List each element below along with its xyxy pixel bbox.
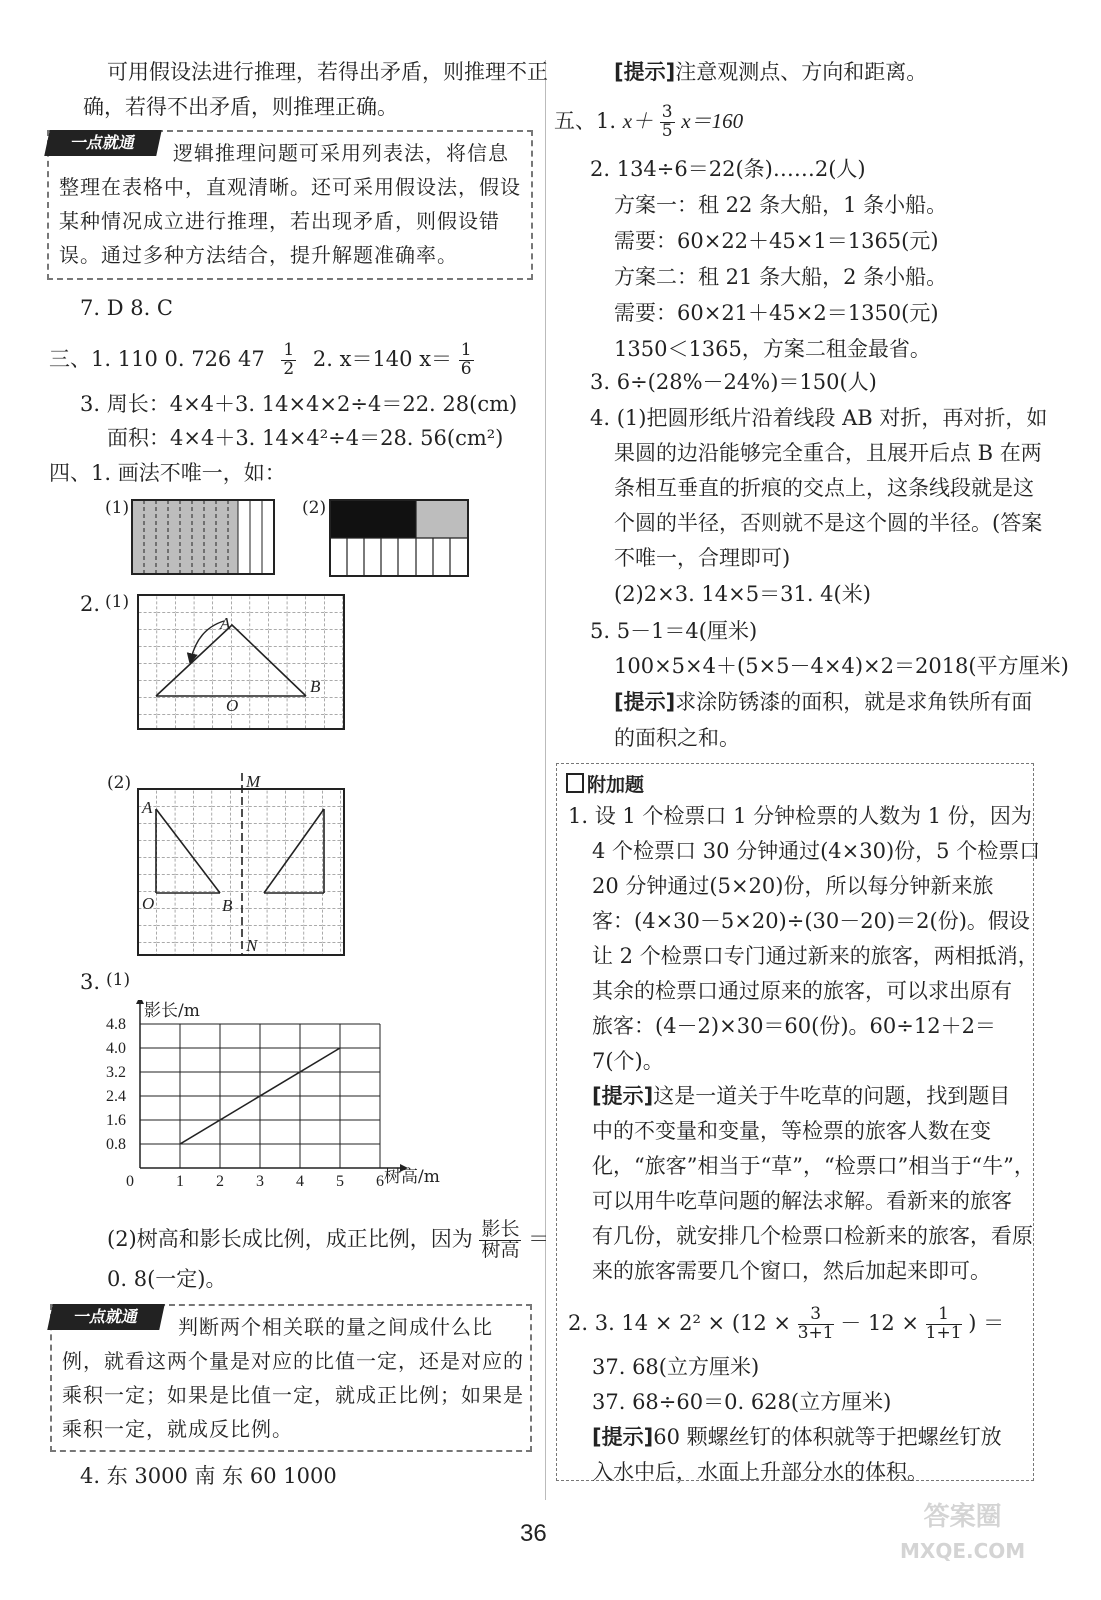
q5-2-line: 1350＜1365，方案二租金最省。 bbox=[614, 337, 931, 361]
point-b-label: B bbox=[222, 896, 233, 915]
question-4-2: 2. bbox=[80, 592, 101, 616]
intro-line-2: 确，若得不出矛盾，则推理正确。 bbox=[83, 95, 398, 119]
bonus-hint-line: 来的旅客需要几个窗口，然后加起来即可。 bbox=[592, 1259, 991, 1283]
bonus-q2-line: 37. 68(立方厘米) bbox=[592, 1355, 760, 1379]
tip-line: 例，就看这两个量是对应的比值一定，还是对应的 bbox=[62, 1349, 524, 1373]
answer-4-4: 4. 东 3000 南 东 60 1000 bbox=[80, 1464, 337, 1488]
shaded-rectangle-2 bbox=[328, 498, 470, 578]
tip-line: 误。通过多种方法结合，提升解题准确率。 bbox=[59, 243, 458, 267]
answer-3-area: 面积：4×4＋3. 14×4²÷4＝28. 56(cm²) bbox=[107, 426, 504, 450]
y-tick-label: 2.4 bbox=[106, 1088, 126, 1105]
tip-line: 判断两个相关联的量之间成什么比 bbox=[178, 1315, 493, 1339]
x-tick-label: 1 bbox=[176, 1173, 184, 1190]
q5-2-line: 需要：60×22＋45×1＝1365(元) bbox=[614, 229, 939, 253]
bonus-hint-line: 中的不变量和变量，等检票的旅客人数在变 bbox=[592, 1119, 991, 1143]
q5-3: 3. 6÷(28%－24%)＝150(人) bbox=[590, 370, 877, 394]
bonus-q2-formula: 2. 3. 14 × 2² × (12 × $\frac{3}{3+1}$ － 12 × $\frac{1}{1+1}$ ) ＝ bbox=[568, 1304, 1005, 1343]
tip-badge: 一点就通 bbox=[47, 1304, 165, 1330]
bonus-hint-line: 有几份，就安排几个检票口检新来的旅客，看原 bbox=[592, 1224, 1033, 1248]
fig-label: (1) bbox=[105, 592, 130, 612]
q5-2-line: 方案二：租 21 条大船，2 条小船。 bbox=[614, 265, 948, 289]
point-a-label: A bbox=[220, 614, 231, 633]
y-tick-label: 0.8 bbox=[106, 1136, 126, 1153]
shadow-chart bbox=[100, 1000, 480, 1196]
q5-4-line: (2)2×3. 14×5＝31. 4(米) bbox=[614, 582, 871, 606]
fraction-sixth: $\frac{1}{6}$ bbox=[460, 340, 472, 379]
bonus-q2-line: 37. 68÷60＝0. 628(立方厘米) bbox=[592, 1390, 892, 1414]
q5-4-line: 个圆的半径，否则就不是这个圆的半径。(答案 bbox=[614, 511, 1043, 535]
y-tick-label: 3.2 bbox=[106, 1064, 126, 1081]
x-tick-label: 4 bbox=[296, 1173, 304, 1190]
fraction-1-over-2: $\frac{1}{1+1}$ bbox=[925, 1304, 962, 1343]
q5-4-line: 果圆的边沿能够完全重合，且展开后点 B 在两 bbox=[614, 441, 1042, 465]
q5-4-line: 不唯一，合理即可) bbox=[614, 546, 791, 570]
point-b-label: B bbox=[310, 677, 321, 696]
conclusion-text: (2)树高和影长成比例，成正比例，因为 bbox=[107, 1226, 473, 1251]
page-number: 36 bbox=[520, 1520, 547, 1547]
x-tick-label: 2 bbox=[216, 1173, 224, 1190]
y-tick-label: 4.0 bbox=[106, 1040, 126, 1057]
bonus-hint-line: 入水中后，水面上升部分水的体积。 bbox=[592, 1460, 928, 1484]
bonus-q1-line: 4 个检票口 30 分钟通过(4×30)份，5 个检票口 bbox=[592, 839, 1041, 863]
conclusion-line-1 bbox=[107, 1220, 549, 1261]
x-tick-label: 6 bbox=[376, 1173, 384, 1190]
point-a-label: A bbox=[142, 798, 153, 817]
tip-box-2 bbox=[50, 1304, 532, 1452]
hint-0: [提示]注意观测点、方向和距离。 bbox=[614, 60, 928, 84]
section-3-label bbox=[49, 342, 474, 379]
bonus-hint-2: [提示]60 颗螺丝钉的体积就等于把螺丝钉放 bbox=[592, 1425, 1002, 1449]
fig-label: (1) bbox=[105, 498, 130, 518]
fig-label: (2) bbox=[107, 773, 132, 793]
answer-3-perimeter: 3. 周长：4×4＋3. 14×4×2÷4＝22. 28(cm) bbox=[80, 392, 518, 416]
fig-label: (2) bbox=[302, 498, 327, 518]
bonus-q1-line: 客：(4×30－5×20)÷(30－20)＝2(份)。假设 bbox=[592, 909, 1030, 933]
fig-label: (1) bbox=[106, 970, 131, 990]
equals-sign: ＝ bbox=[528, 1226, 550, 1251]
tip-line: 乘积一定，就成反比例。 bbox=[62, 1417, 293, 1441]
x-tick-label: 5 bbox=[336, 1173, 344, 1190]
tip-line: 乘积一定；如果是比值一定，就成正比例；如果是 bbox=[62, 1383, 524, 1407]
section-3-number: 三、1. bbox=[49, 346, 112, 371]
bonus-q1-line: 7(个)。 bbox=[592, 1049, 664, 1073]
bonus-q1-line: 其余的检票口通过原来的旅客，可以求出原有 bbox=[592, 979, 1012, 1003]
bonus-q1-line: 让 2 个检票口专门通过新来的旅客，两相抵消， bbox=[592, 944, 1039, 968]
ratio-fraction: $\frac{\text{影长}}{\text{树高}}$ bbox=[481, 1218, 520, 1261]
fraction-half: $\frac{1}{2}$ bbox=[283, 340, 295, 379]
question-4-3: 3. bbox=[80, 970, 101, 994]
intro-line-1: 可用假设法进行推理，若得出矛盾，则推理不正 bbox=[107, 60, 548, 84]
conclusion-line-2: 0. 8(一定)。 bbox=[107, 1267, 227, 1291]
watermark-logo: 答案圈 MXQE.COM bbox=[900, 1502, 1026, 1563]
bonus-title: 附加题 bbox=[566, 770, 644, 797]
y-axis-arrow bbox=[136, 1000, 144, 1004]
hint-5-cont: 的面积之和。 bbox=[614, 726, 740, 750]
y-tick-label: 4.8 bbox=[106, 1016, 126, 1033]
column-divider bbox=[545, 60, 546, 1500]
section-5-q1: 五、1. x＋ $\frac{3}{5}$ x＝160 bbox=[554, 102, 744, 141]
fraction-three-fifths: $\frac{3}{5}$ bbox=[661, 102, 673, 141]
bonus-hint-line: 化，“旅客”相当于“草”，“检票口”相当于“牛”， bbox=[592, 1154, 1035, 1178]
tip-line: 逻辑推理问题可采用列表法，将信息 bbox=[173, 141, 509, 165]
rotation-grid bbox=[136, 593, 346, 731]
q5-2-line: 方案一：租 22 条大船，1 条小船。 bbox=[614, 193, 948, 217]
q5-4-line: 条相互垂直的折痕的交点上，这条线段就是这 bbox=[614, 476, 1034, 500]
section-4-label: 四、1. 画法不唯一，如： bbox=[49, 461, 286, 485]
reflection-grid bbox=[130, 771, 350, 957]
answers-2: 2. x＝140 x＝ bbox=[312, 346, 453, 371]
point-o-label: O bbox=[142, 894, 155, 913]
q5-2-line: 需要：60×21＋45×2＝1350(元) bbox=[614, 301, 939, 325]
bonus-q1-line: 20 分钟通过(5×20)份，所以每分钟新来旅 bbox=[592, 874, 994, 898]
axis-m-label: M bbox=[246, 772, 261, 791]
tip-line: 整理在表格中，直观清晰。还可采用假设法，假设 bbox=[59, 175, 521, 199]
q5-2-line: 2. 134÷6＝22(条)……2(人) bbox=[590, 157, 866, 181]
y-tick-label: 1.6 bbox=[106, 1112, 126, 1129]
x-tick-label: 0 bbox=[126, 1173, 134, 1190]
answer-7-8: 7. D 8. C bbox=[80, 296, 174, 320]
tip-box-1 bbox=[47, 130, 533, 280]
bonus-hint-1: [提示]这是一道关于牛吃草的问题，找到题目 bbox=[592, 1084, 1011, 1108]
bonus-icon bbox=[566, 773, 584, 793]
y-axis-label: 影长/m bbox=[144, 1001, 200, 1021]
point-o-label: O bbox=[226, 696, 239, 715]
shaded-rectangle-1 bbox=[130, 498, 276, 576]
answers-1: 110 0. 726 47 bbox=[117, 346, 265, 371]
bonus-q1-line: 旅客：(4－2)×30＝60(份)。60÷12＋2＝ bbox=[592, 1014, 996, 1038]
bonus-q1-line: 1. 设 1 个检票口 1 分钟检票的人数为 1 份，因为 bbox=[568, 804, 1032, 828]
hint-5: [提示]求涂防锈漆的面积，就是求角铁所有面 bbox=[614, 690, 1033, 714]
bonus-hint-line: 可以用牛吃草问题的解法求解。看新来的旅客 bbox=[592, 1189, 1012, 1213]
x-tick-label: 3 bbox=[256, 1173, 264, 1190]
axis-n-label: N bbox=[246, 936, 258, 955]
tip-line: 某种情况成立进行推理，若出现矛盾，则假设错 bbox=[59, 209, 500, 233]
x-axis-label: 树高/m bbox=[384, 1167, 440, 1187]
fraction-3-over-4: $\frac{3}{3+1}$ bbox=[797, 1304, 834, 1343]
q5-5-line: 100×5×4＋(5×5－4×4)×2＝2018(平方厘米) bbox=[614, 654, 1069, 678]
tip-badge: 一点就通 bbox=[44, 130, 162, 156]
q5-5-line: 5. 5－1＝4(厘米) bbox=[590, 619, 758, 643]
q5-4-line: 4. (1)把圆形纸片沿着线段 AB 对折，再对折，如 bbox=[590, 406, 1048, 430]
